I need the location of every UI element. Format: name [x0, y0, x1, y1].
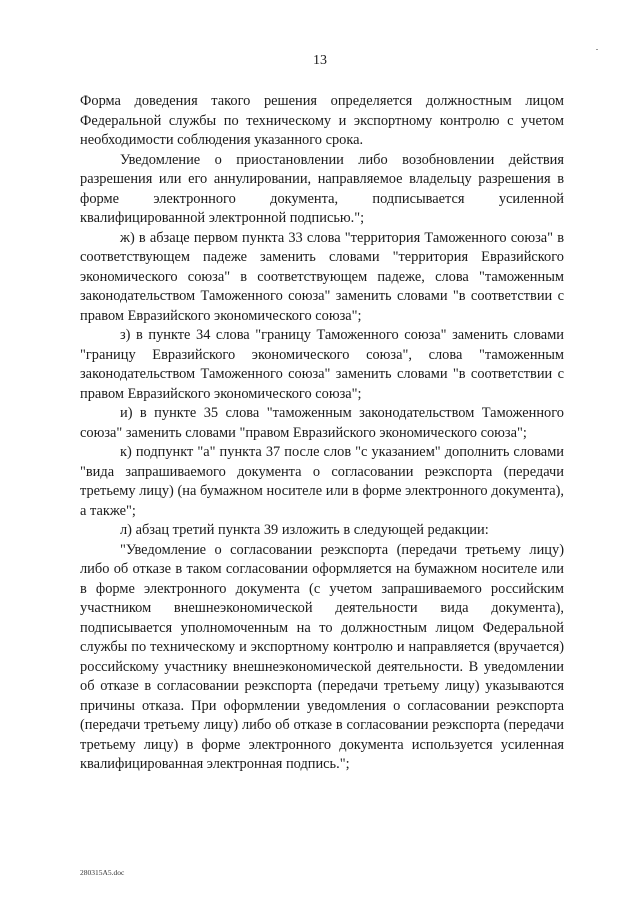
paragraph-quoted-notification: "Уведомление о согласовании реэкспорта (передачи третьему лицу) либо об отказе в таком согласовании оформляется на бумажном носителе или в форме электронного документа (с учетом запрашиваемого российским участником внешнеэкономической деятельности вида документа), подписывается уполномоченным на то должностным лицом Федеральной службы по техническому и экспортному контролю и направляется (вручается) российскому участнику внешнеэкономической деятельности. В уведомлении об отказе в согласовании реэкспорта (передачи третьему лицу) указываются причины отказа. При оформлении уведомления о согласовании реэкспорта (передачи третьему лицу) либо об отказе в согласовании реэкспорта (передачи третьему лицу) в форме электронного документа используется усиленная квалифицированная электронная подпись.";	[80, 541, 564, 772]
footer-filename: 280315A5.doc	[80, 868, 125, 877]
paragraph-notification: Уведомление о приостановлении либо возобновлении действия разрешения или его аннулировании, направляемое владельцу разрешения в форме электронного документа, подписывается усиленной квалифицированной электронной подписью.";	[80, 151, 564, 226]
page-number: 13	[313, 53, 327, 68]
paragraph-item-zh: ж) в абзаце первом пункта 33 слова "территория Таможенного союза" в соответствующем падеже заменить словами "территория Евразийского экономического союза" в соответствующем падеже, слова "таможенным законодательством Таможенного союза" заменить словами "в соответствии с правом Евразийского экономического союза";	[80, 229, 564, 324]
document-body	[80, 92, 564, 775]
paragraph-item-i: и) в пункте 35 слова "таможенным законодательством Таможенного союза" заменить словами "правом Евразийского экономического союза";	[80, 405, 564, 441]
paragraph-item-k: к) подпункт "а" пункта 37 после слов "с указанием" дополнить словами "вида запрашиваемого документа о согласовании реэкспорта (передачи третьему лицу) (на бумажном носителе или в форме электронного документа), а также";	[80, 444, 564, 519]
paragraph-item-z: з) в пункте 34 слова "границу Таможенного союза" заменить словами "границу Евразийского экономического союза", слова "таможенным законодательством Таможенного союза" заменить словами "в соответствии с правом Евразийского экономического союза";	[80, 327, 564, 402]
paragraph-item-l: л) абзац третий пункта 39 изложить в следующей редакции:	[120, 522, 489, 538]
scan-artifact	[596, 49, 598, 50]
paragraph-continuation: Форма доведения такого решения определяется должностным лицом Федеральной службы по техническому и экспортному контролю с учетом необходимости соблюдения указанного срока.	[80, 93, 564, 148]
